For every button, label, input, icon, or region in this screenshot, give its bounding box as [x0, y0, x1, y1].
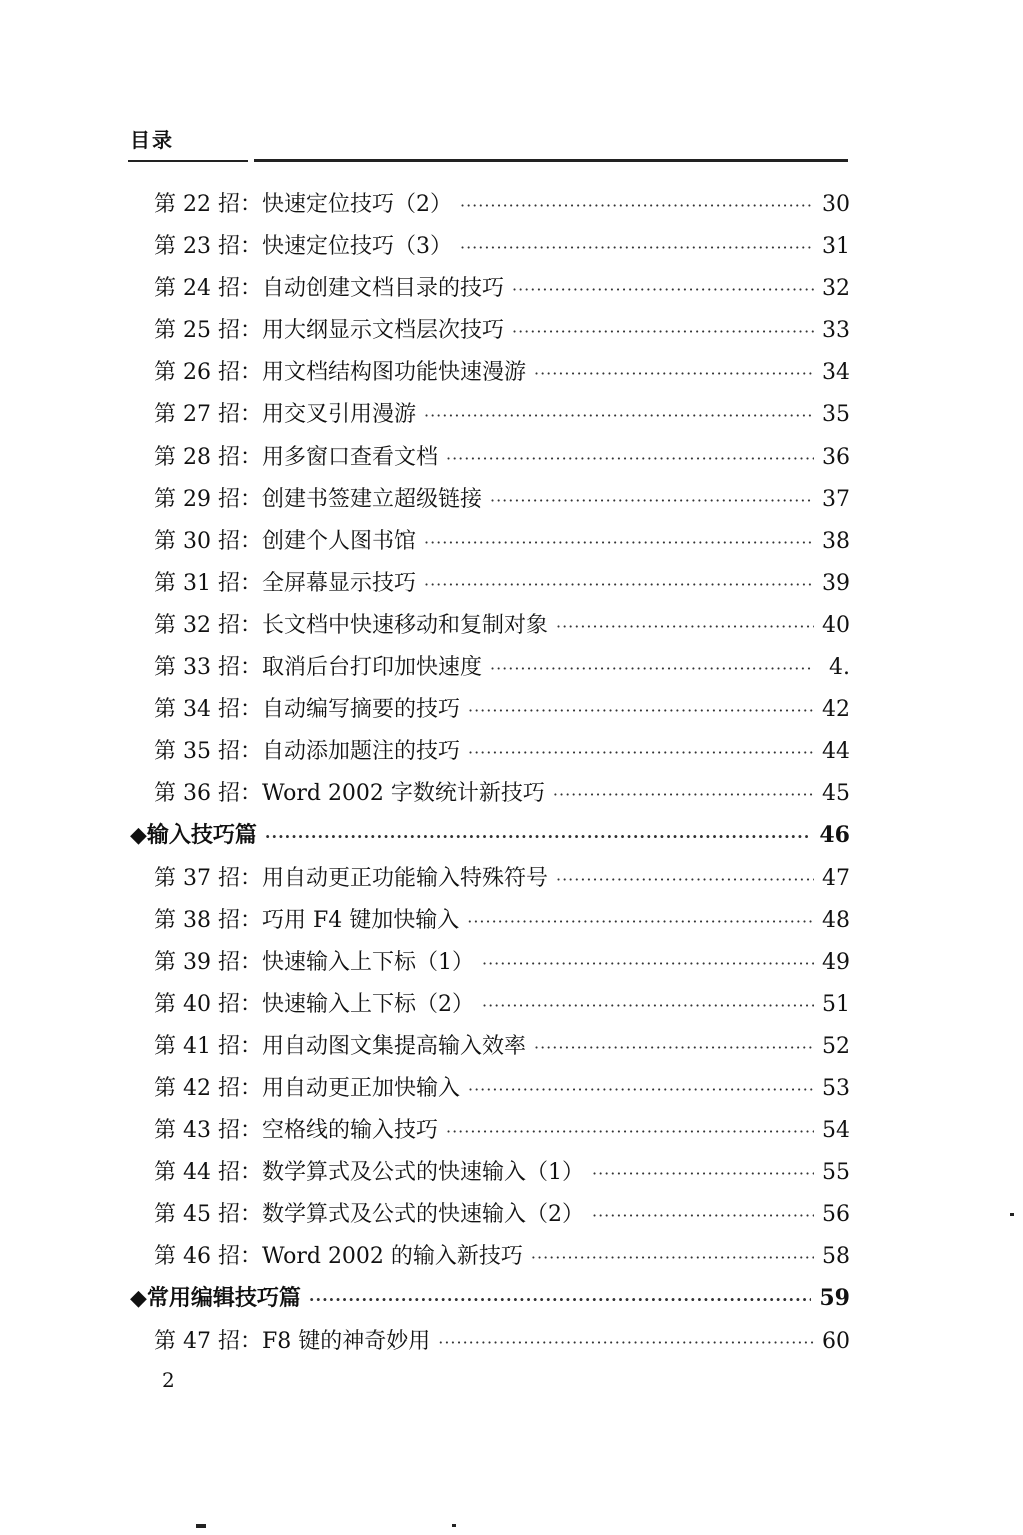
dot-leader	[424, 533, 814, 552]
toc-page-number: 39	[822, 570, 850, 596]
dot-leader	[556, 617, 814, 636]
toc-entry	[130, 1197, 850, 1239]
toc-entry	[130, 776, 850, 818]
dot-leader	[482, 996, 814, 1015]
toc-entry	[130, 1239, 850, 1281]
toc-page-number: 37	[822, 486, 850, 512]
dot-leader	[309, 1290, 811, 1309]
toc-page-number: 48	[822, 907, 850, 933]
toc-entry-title: 第 45 招：数学算式及公式的快速输入（2）	[154, 1202, 584, 1228]
dot-leader	[482, 954, 814, 973]
toc-page-number: 31	[822, 234, 850, 260]
dot-leader	[534, 1038, 814, 1057]
toc-entry-title: 第 43 招：空格线的输入技巧	[154, 1118, 438, 1144]
toc-entry-title: 第 35 招：自动添加题注的技巧	[154, 739, 460, 765]
dot-leader	[534, 364, 814, 383]
toc-page-number: 60	[822, 1328, 850, 1354]
dot-leader	[467, 912, 814, 931]
toc-entry	[130, 313, 850, 355]
toc-page-number: 56	[822, 1202, 850, 1228]
dot-leader	[468, 743, 814, 762]
toc-entry-title: 第 47 招：F8 键的神奇妙用	[154, 1328, 431, 1354]
toc-entry-title: 第 28 招：用多窗口查看文档	[154, 444, 438, 470]
dot-leader	[460, 196, 814, 215]
toc-entry-title: 第 25 招：用大纲显示文档层次技巧	[154, 318, 504, 344]
toc-entry	[130, 692, 850, 734]
toc-entry-title: 第 40 招：快速输入上下标（2）	[154, 991, 474, 1017]
toc-entry	[130, 861, 850, 903]
toc-entry-title: 第 46 招：Word 2002 的输入新技巧	[154, 1244, 523, 1270]
dot-leader	[592, 1206, 814, 1225]
toc-entry	[130, 440, 850, 482]
toc-section	[130, 1281, 850, 1323]
toc-entry-title: 第 33 招：取消后台打印加快速度	[154, 655, 482, 681]
dot-leader	[438, 1333, 814, 1352]
toc-page-number: 49	[822, 949, 850, 975]
toc-entry	[130, 566, 850, 608]
dot-leader	[424, 406, 814, 425]
header-rule-long	[254, 159, 848, 162]
toc-page-number: 4.	[829, 655, 850, 681]
toc-section	[130, 818, 850, 860]
toc-entry-title: 第 24 招：自动创建文档目录的技巧	[154, 276, 504, 302]
dot-leader	[490, 491, 814, 510]
toc-entry	[130, 1029, 850, 1071]
toc-entry	[130, 355, 850, 397]
toc-entry	[130, 734, 850, 776]
dot-leader	[531, 1248, 814, 1267]
toc-page-number: 42	[822, 697, 850, 723]
toc-entry	[130, 271, 850, 313]
toc-page-number: 54	[822, 1118, 850, 1144]
toc-entry	[130, 650, 850, 692]
toc-entry-title: 第 39 招：快速输入上下标（1）	[154, 949, 474, 975]
toc-page-number: 55	[822, 1160, 850, 1186]
toc-page-number: 40	[822, 612, 850, 638]
toc-page-number: 52	[822, 1033, 850, 1059]
scan-speck	[1010, 1213, 1014, 1216]
toc-entry-title: 第 44 招：数学算式及公式的快速输入（1）	[154, 1160, 584, 1186]
toc-entry-title: 第 27 招：用交叉引用漫游	[154, 402, 416, 428]
toc-page-number: 46	[819, 822, 850, 849]
toc-entry-title: ◆输入技巧篇	[130, 822, 257, 849]
toc-entry	[130, 608, 850, 650]
toc-page-number: 36	[822, 444, 850, 470]
footer-page-number: 2	[162, 1368, 175, 1392]
dot-leader	[553, 785, 814, 804]
toc-entry-title: 第 31 招：全屏幕显示技巧	[154, 570, 416, 596]
dot-leader	[446, 1122, 814, 1141]
toc-page-number: 45	[822, 781, 850, 807]
toc-entry-title: 第 42 招：用自动更正加快输入	[154, 1075, 460, 1101]
toc-page-number: 33	[822, 318, 850, 344]
dot-leader	[512, 280, 814, 299]
table-of-contents	[130, 187, 850, 1366]
scan-speck	[452, 1524, 456, 1527]
dot-leader	[512, 322, 814, 341]
toc-page-number: 34	[822, 360, 850, 386]
page-header-title: 目录	[130, 128, 174, 152]
header-rule-short	[128, 160, 248, 162]
toc-entry	[130, 945, 850, 987]
toc-page-number: 47	[822, 865, 850, 891]
scan-speck	[196, 1524, 206, 1528]
toc-entry-title: 第 37 招：用自动更正功能输入特殊符号	[154, 865, 548, 891]
toc-entry	[130, 1324, 850, 1366]
dot-leader	[592, 1164, 814, 1183]
dot-leader	[490, 659, 814, 678]
toc-page-number: 58	[822, 1244, 850, 1270]
toc-page-number: 30	[822, 192, 850, 217]
toc-entry-title: 第 38 招：巧用 F4 键加快输入	[154, 907, 460, 933]
toc-entry-title: 第 34 招：自动编写摘要的技巧	[154, 697, 460, 723]
toc-page-number: 35	[822, 402, 850, 428]
toc-entry	[130, 524, 850, 566]
toc-page-number: 59	[819, 1285, 850, 1312]
toc-entry-title: ◆常用编辑技巧篇	[130, 1285, 301, 1312]
toc-entry	[130, 987, 850, 1029]
dot-leader	[468, 701, 814, 720]
toc-entry	[130, 1113, 850, 1155]
toc-entry-title: 第 30 招：创建个人图书馆	[154, 528, 416, 554]
toc-page-number: 38	[822, 528, 850, 554]
toc-entry-title: 第 29 招：创建书签建立超级链接	[154, 486, 482, 512]
toc-entry	[130, 482, 850, 524]
toc-entry-title: 第 23 招：快速定位技巧（3）	[154, 234, 452, 260]
toc-entry	[130, 903, 850, 945]
toc-page-number: 51	[822, 991, 850, 1017]
toc-entry	[130, 1071, 850, 1113]
toc-entry	[130, 187, 850, 229]
dot-leader	[460, 238, 814, 257]
dot-leader	[468, 1080, 814, 1099]
dot-leader	[556, 870, 814, 889]
toc-entry-title: 第 41 招：用自动图文集提高输入效率	[154, 1033, 526, 1059]
dot-leader	[424, 575, 814, 594]
toc-entry	[130, 1155, 850, 1197]
toc-entry-title: 第 32 招：长文档中快速移动和复制对象	[154, 612, 548, 638]
toc-entry	[130, 229, 850, 271]
toc-entry-title: 第 36 招：Word 2002 字数统计新技巧	[154, 781, 545, 807]
dot-leader	[446, 449, 814, 468]
dot-leader	[265, 827, 811, 846]
toc-entry-title: 第 26 招：用文档结构图功能快速漫游	[154, 360, 526, 386]
toc-page-number: 53	[822, 1075, 850, 1101]
toc-entry	[130, 397, 850, 439]
toc-page-number: 32	[822, 276, 850, 302]
toc-entry-title: 第 22 招：快速定位技巧（2）	[154, 192, 452, 217]
toc-page-number: 44	[822, 739, 850, 765]
